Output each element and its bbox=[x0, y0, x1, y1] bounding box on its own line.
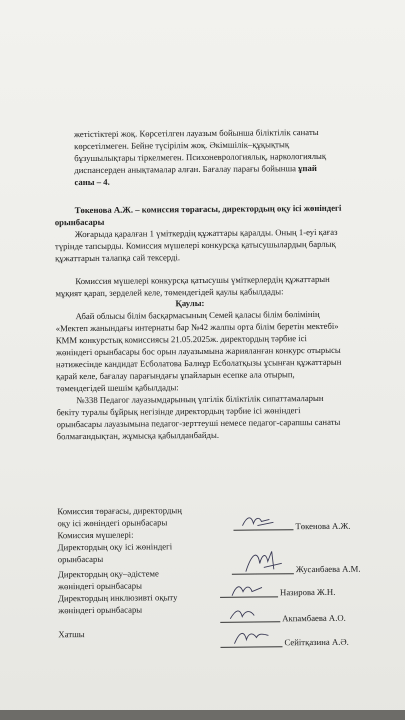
member3-role-line-2: жөніндегі орынбасары bbox=[58, 604, 143, 616]
member3-signature bbox=[226, 603, 266, 623]
p2-line-2: түрінде тапсырды. Комиссия мүшелері конкурсқа қатысушылардың барлық bbox=[54, 238, 336, 252]
p2-line-1: Жоғарыда қаралған 1 үміткердің құжаттары қаралды. Оның 1-еуі қағаз bbox=[74, 226, 338, 240]
p2-line-3: құжаттарын талапқа сай тексерді. bbox=[55, 252, 181, 264]
member3-role-line-1: Директордың инклюзивті оқыту bbox=[58, 592, 178, 604]
members-label: Комиссия мүшелері: bbox=[57, 529, 134, 541]
p5-line-1: №338 Педагог лауазымдарының үлгілік біліктілік сипаттамаларын bbox=[76, 392, 324, 406]
p5-line-3: орынбасары лауазымына педагог-зерттеуші немесе педагог-сарапшы санаты bbox=[56, 416, 341, 430]
p1-line-5: саны – 4. bbox=[74, 176, 110, 188]
p3-line-2: мұқият қарап, зерделей келе, төмендегідей қаулы қабылдады: bbox=[55, 286, 284, 299]
chair-heading-line-1: Төкенова А.Ж. – комиссия төрағасы, директордың оқу ісі жөніндегі bbox=[74, 202, 342, 216]
p4-line-5: нәтижесінде кандидат Есболатова Балнұр Есболатқызы ұсынған құжаттарын bbox=[55, 356, 342, 370]
secretary-signature bbox=[230, 625, 274, 649]
p4-line-4: жөніндегі орынбасары бос орын лауазымына жарияланған конкурс отырысы bbox=[55, 344, 341, 358]
member1-signature bbox=[242, 547, 286, 577]
chair-name: Төкенова А.Ж. bbox=[295, 520, 351, 532]
p4-line-6: қарай келе, бағалау парағындағы ұпайларын есепке ала отырып, bbox=[56, 369, 295, 382]
member2-role-line-1: Директордың оқу–әдістеме bbox=[57, 568, 159, 580]
p5-line-2: бекіту туралы бұйрық негізінде директордың тәрбие ісі жөніндегі bbox=[56, 405, 301, 418]
p4-line-1: Абай облысы білім басқармасының Семей қаласы білім бөлімінің bbox=[75, 308, 320, 322]
p1-line-4: диспансерден анықтамалар алған. Бағалау парағы бойынша ұпай bbox=[74, 162, 317, 176]
table-edge bbox=[0, 710, 405, 720]
secretary-label: Хатшы bbox=[58, 629, 85, 640]
member1-role-line-2: орынбасары bbox=[57, 553, 104, 565]
p4-line-2: «Мектеп жанындағы интернаты бар №42 жалпы орта білім беретін мектебі» bbox=[55, 320, 339, 334]
p1-line-1: жетістіктері жоқ. Көрсетілген лауазым бойынша біліктілік санаты bbox=[73, 126, 319, 140]
member3-name: Акпамбаева А.О. bbox=[282, 612, 346, 624]
p4-line-7: төмендегідей шешім қабылдады: bbox=[56, 382, 179, 394]
member1-name: Жусанбаева А.М. bbox=[295, 563, 361, 575]
score-emphasis: ұпай bbox=[298, 162, 317, 174]
p5-line-4: болмағандықтан, жұмысқа қабылданбайды. bbox=[56, 429, 220, 442]
p1-line-2: көрсетілмеген. Бейне түсірілім жоқ. Әкімшілік–құқықтық bbox=[74, 139, 290, 152]
chair-role-line-2: оқу ісі жөніндегі орынбасары bbox=[57, 517, 168, 529]
chair-signature bbox=[239, 511, 279, 531]
chair-heading-line-2: орынбасары bbox=[54, 216, 105, 228]
p1-line-3: бұзушылықтары тіркелмеген. Психоневрологиялық, наркологиялық bbox=[74, 150, 327, 164]
member1-role-line-1: Директордың оқу ісі жөніндегі bbox=[57, 541, 173, 553]
member2-role-line-2: жөніндегі орынбасары bbox=[57, 580, 142, 592]
secretary-name: Сейітқазина А.Ә. bbox=[284, 636, 349, 648]
member2-name: Назирова Ж.Н. bbox=[279, 586, 336, 598]
p3-line-1: Комиссия мүшелері конкурсқа қатысушы үміткерлердің құжаттарын bbox=[75, 273, 330, 287]
chair-role-line-1: Комиссия төрағасы, директордың bbox=[57, 505, 182, 517]
member2-signature bbox=[228, 577, 268, 599]
p4-line-3: КММ конкурстық комиссиясы 21.05.2025ж. директордың тәрбие ісі bbox=[55, 333, 307, 346]
resolution-title: Қаулы: bbox=[175, 297, 205, 309]
